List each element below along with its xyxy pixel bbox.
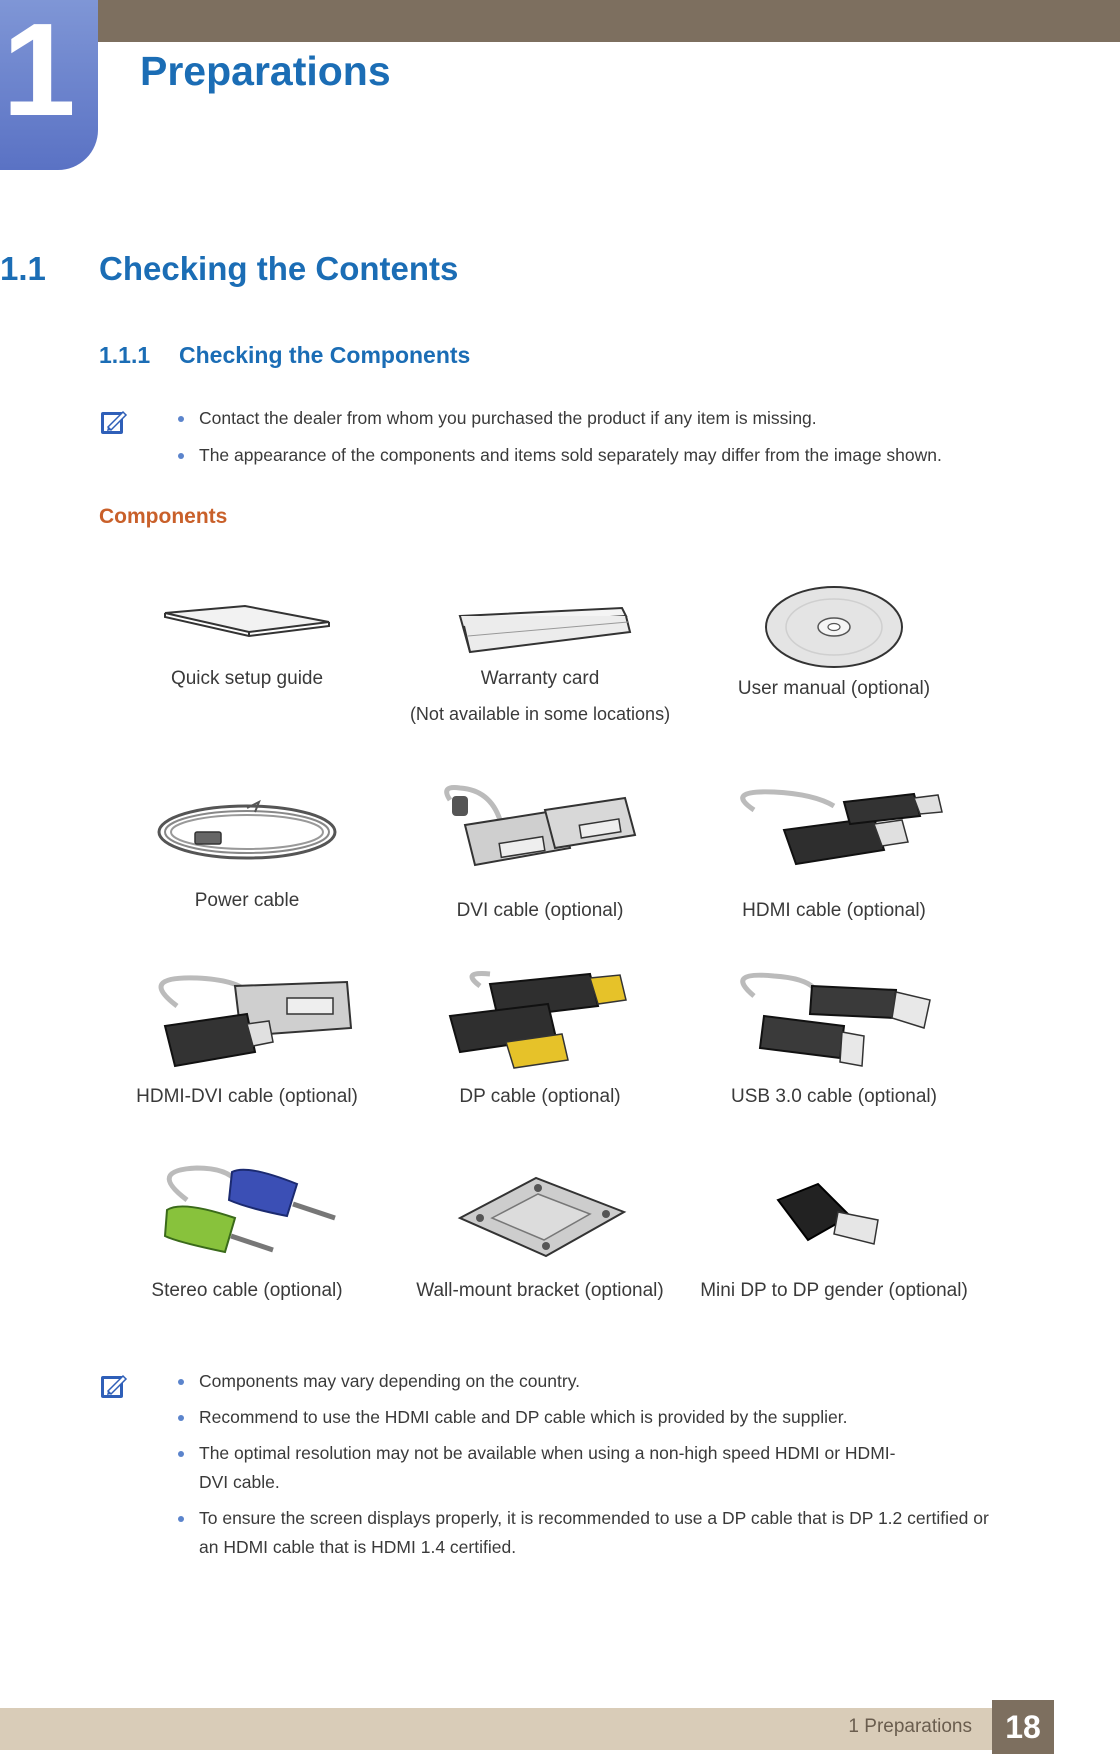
chapter-number: 1 xyxy=(2,0,76,143)
dvi-cable-icon xyxy=(430,780,650,890)
list-item: The optimal resolution may not be available when using a non-high speed HDMI or HDMI-DVI cable. xyxy=(178,1439,899,1497)
list-item: To ensure the screen displays properly, it is recommended to use a DP cable that is DP 1.2 certified or an HDMI cable that is HDMI 1.4 certified. xyxy=(178,1504,989,1562)
stereo-cable-icon xyxy=(137,1160,357,1270)
dp-cable-icon xyxy=(430,966,650,1076)
component-label: Power cable xyxy=(194,890,300,911)
component-label: DVI cable (optional) xyxy=(456,900,624,921)
component-stereo-cable xyxy=(102,1160,392,1302)
list-item: Recommend to use the HDMI cable and DP cable which is provided by the supplier. xyxy=(178,1403,998,1432)
component-usb-cable xyxy=(689,966,979,1108)
notes-bottom-list xyxy=(178,1367,998,1562)
section-number: 1.1 xyxy=(0,250,46,287)
footer-chapter: 1 Preparations xyxy=(848,1716,972,1737)
component-label: Warranty card xyxy=(480,668,600,689)
component-dp-cable xyxy=(395,966,685,1108)
quick-setup-guide-icon xyxy=(147,588,347,658)
component-warranty-card xyxy=(395,588,685,725)
hdmi-dvi-cable-icon xyxy=(137,966,357,1076)
component-label: Wall-mount bracket (optional) xyxy=(416,1280,664,1301)
cd-icon xyxy=(759,582,909,672)
warranty-card-icon xyxy=(440,588,640,658)
component-label: USB 3.0 cable (optional) xyxy=(731,1086,937,1107)
component-dvi-cable xyxy=(395,780,685,922)
header-band xyxy=(0,0,1120,42)
note-icon xyxy=(99,408,129,438)
note-icon xyxy=(99,1372,129,1402)
list-item: Contact the dealer from whom you purchased the product if any item is missing. xyxy=(178,404,942,433)
notes-top-list xyxy=(178,404,942,470)
hdmi-cable-icon xyxy=(724,780,944,890)
component-hdmi-dvi-cable xyxy=(102,966,392,1108)
component-label: User manual (optional) xyxy=(737,678,931,699)
chapter-title: Preparations xyxy=(140,48,391,94)
component-label: HDMI cable (optional) xyxy=(742,900,926,921)
component-user-manual xyxy=(689,582,979,700)
component-sublabel: (Not available in some locations) xyxy=(409,704,671,724)
component-hdmi-cable xyxy=(689,780,979,922)
component-power-cable xyxy=(102,780,392,912)
chapter-tab xyxy=(0,0,98,170)
subsection-heading xyxy=(99,342,470,369)
usb-cable-icon xyxy=(724,966,944,1076)
power-cable-icon xyxy=(147,780,347,880)
component-wall-mount-bracket xyxy=(395,1160,685,1302)
section-heading xyxy=(0,250,458,288)
components-heading: Components xyxy=(99,505,228,528)
subsection-number: 1.1.1 xyxy=(99,342,151,368)
component-label: Stereo cable (optional) xyxy=(151,1280,343,1301)
page-number: 18 xyxy=(992,1700,1054,1754)
section-title: Checking the Contents xyxy=(99,250,459,287)
component-label: DP cable (optional) xyxy=(459,1086,621,1107)
mini-dp-gender-icon xyxy=(754,1160,914,1270)
list-item: The appearance of the components and items sold separately may differ from the image shown. xyxy=(178,441,942,470)
component-quick-setup-guide xyxy=(102,588,392,690)
component-mini-dp-gender xyxy=(689,1160,979,1302)
subsection-title: Checking the Components xyxy=(179,342,471,368)
wall-mount-bracket-icon xyxy=(440,1160,640,1270)
list-item: Components may vary depending on the country. xyxy=(178,1367,998,1396)
component-label: HDMI-DVI cable (optional) xyxy=(136,1086,358,1107)
component-label: Mini DP to DP gender (optional) xyxy=(700,1280,968,1301)
component-label: Quick setup guide xyxy=(170,668,324,689)
